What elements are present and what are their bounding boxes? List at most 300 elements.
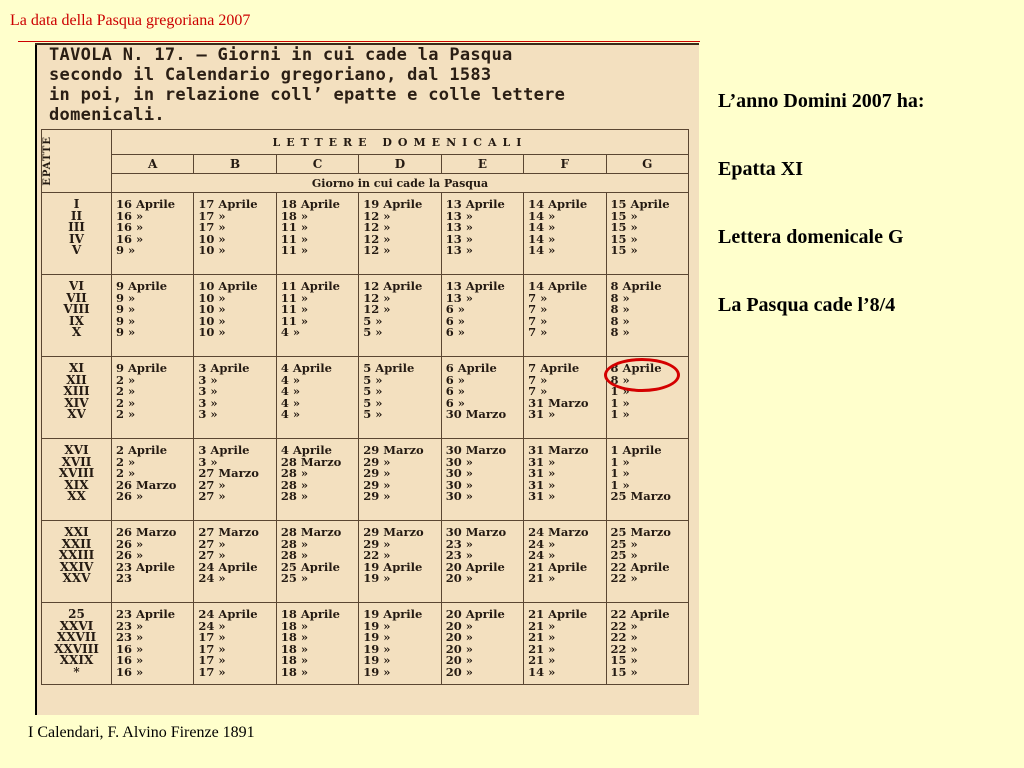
epatte-block-row xyxy=(42,275,689,357)
easter-date: 25 Aprile xyxy=(280,561,340,574)
easter-date: 24 » xyxy=(528,550,556,562)
easter-date: 23 » xyxy=(116,632,144,644)
easter-date: 26 » xyxy=(116,491,144,503)
easter-date: 13 Aprile xyxy=(445,199,505,211)
easter-date: 30 » xyxy=(445,468,473,480)
epatta-value: XII xyxy=(66,372,87,387)
easter-date: 10 » xyxy=(198,304,226,316)
easter-date: 25 » xyxy=(610,550,638,562)
letter-header: B xyxy=(194,155,276,174)
easter-date: 12 » xyxy=(363,233,391,246)
easter-date: 30 » xyxy=(445,491,473,503)
title-underline xyxy=(18,41,700,42)
easter-date-cell xyxy=(441,603,523,685)
easter-date: 10 » xyxy=(198,292,226,305)
easter-date: 13 Aprile xyxy=(445,281,505,293)
easter-date: 24 » xyxy=(198,620,226,633)
easter-date: 6 » xyxy=(445,386,465,398)
epatta-value: XIII xyxy=(63,384,90,399)
easter-date: 16 » xyxy=(116,655,144,667)
easter-date: 5 » xyxy=(363,397,383,410)
easter-date: 8 » xyxy=(610,292,630,305)
easter-date: 9 Aprile xyxy=(116,363,168,375)
easter-date: 8 Aprile xyxy=(610,281,662,293)
easter-date: 2 » xyxy=(116,397,136,410)
easter-date: 23 xyxy=(116,573,133,585)
easter-date-cell xyxy=(112,357,194,439)
easter-date: 13 » xyxy=(445,233,473,246)
easter-date: 2 » xyxy=(116,374,136,387)
easter-date: 10 » xyxy=(198,233,226,246)
easter-date: 29 » xyxy=(363,456,391,469)
easter-date: 7 » xyxy=(528,386,548,398)
epatte-cell xyxy=(42,357,112,439)
easter-date: 31 » xyxy=(528,456,556,469)
epatta-value: IV xyxy=(69,231,84,246)
easter-date: 31 » xyxy=(528,491,556,503)
easter-date: 15 » xyxy=(610,233,638,246)
easter-date: 14 Aprile xyxy=(528,281,588,293)
easter-date: 30 » xyxy=(445,456,473,469)
easter-date: 17 » xyxy=(198,666,226,679)
easter-date: 8 Aprile xyxy=(610,363,662,375)
easter-date: 2 » xyxy=(116,409,136,421)
letter-header: E xyxy=(441,155,523,174)
easter-date-cell xyxy=(112,521,194,603)
easter-date: 27 Marzo xyxy=(198,527,259,539)
letter-header: G xyxy=(606,155,688,174)
easter-date: 7 » xyxy=(528,374,548,387)
epatte-label: EPATTE xyxy=(42,136,53,186)
giorno-header: Giorno in cui cade la Pasqua xyxy=(112,174,689,193)
epatta-value: XVII xyxy=(61,454,92,469)
easter-date-cell xyxy=(441,521,523,603)
easter-date: 19 » xyxy=(363,620,391,633)
easter-date-cell xyxy=(194,193,276,275)
easter-date: 18 » xyxy=(280,643,309,656)
easter-date: 22 » xyxy=(610,573,638,585)
epatta-value: XVI xyxy=(64,443,89,457)
easter-date: 29 Marzo xyxy=(363,527,424,539)
easter-date: 31 » xyxy=(528,479,556,492)
easter-date-cell xyxy=(359,439,441,521)
epatta-value: XXIX xyxy=(59,653,94,668)
easter-date: 19 Aprile xyxy=(363,199,423,211)
easter-date: 18 Aprile xyxy=(280,199,340,211)
easter-date: 9 » xyxy=(116,327,136,339)
easter-table xyxy=(41,129,689,715)
easter-date: 8 » xyxy=(610,315,630,328)
easter-date: 5 » xyxy=(363,386,383,398)
epatta-value: XXVII xyxy=(56,630,97,645)
easter-date: 21 Aprile xyxy=(528,609,588,621)
epatte-header xyxy=(42,130,112,193)
easter-date-cell xyxy=(194,357,276,439)
easter-date-cell xyxy=(606,521,688,603)
easter-date: 23 » xyxy=(445,538,473,551)
easter-date: 16 » xyxy=(116,233,144,246)
easter-date: 18 » xyxy=(280,210,309,223)
easter-date: 21 » xyxy=(528,573,556,585)
epatta-value: XIX xyxy=(64,477,89,492)
easter-date: 17 » xyxy=(198,643,226,656)
easter-date: 20 » xyxy=(445,655,473,667)
easter-date-cell xyxy=(441,193,523,275)
easter-date: 18 Aprile xyxy=(280,609,340,621)
easter-date: 26 » xyxy=(116,550,144,562)
easter-date: 22 » xyxy=(610,620,638,633)
easter-date: 18 » xyxy=(280,632,309,644)
epatta-value: XIV xyxy=(64,395,89,410)
easter-date-cell xyxy=(441,357,523,439)
easter-date: 12 » xyxy=(363,304,391,316)
easter-date: 23 » xyxy=(116,620,144,633)
easter-date-cell xyxy=(359,193,441,275)
epatte-cell xyxy=(42,275,112,357)
easter-date: 1 » xyxy=(610,397,630,410)
info-line-epatta: Epatta XI xyxy=(718,158,804,180)
easter-date: 16 » xyxy=(116,222,144,234)
source-caption: I Calendari, F. Alvino Firenze 1891 xyxy=(28,724,255,741)
easter-date: 5 » xyxy=(363,409,383,421)
easter-date-cell xyxy=(194,439,276,521)
easter-date-cell xyxy=(276,439,358,521)
easter-date: 21 » xyxy=(528,643,556,656)
easter-date: 22 » xyxy=(610,643,638,656)
easter-date: 3 » xyxy=(198,386,218,398)
easter-date: 3 » xyxy=(198,397,218,410)
easter-date: 15 » xyxy=(610,245,638,257)
easter-date: 11 » xyxy=(280,222,309,234)
easter-date: 24 » xyxy=(198,573,226,585)
easter-date-cell xyxy=(524,193,606,275)
epatta-value: XX xyxy=(67,489,86,504)
easter-date-cell xyxy=(276,357,358,439)
easter-date-cell xyxy=(276,193,358,275)
epatta-value: VIII xyxy=(63,302,90,317)
epatta-value: II xyxy=(70,208,83,223)
easter-date: 3 Aprile xyxy=(198,445,250,457)
easter-date: 8 » xyxy=(610,327,630,339)
epatta-value: XXVI xyxy=(59,618,94,633)
epatta-value: XXI xyxy=(64,525,89,539)
easter-date: 5 » xyxy=(363,327,383,339)
easter-date-cell xyxy=(359,603,441,685)
easter-date: 20 Aprile xyxy=(445,561,505,574)
easter-date: 9 Aprile xyxy=(116,281,168,293)
epatta-value: XXII xyxy=(61,536,92,551)
easter-date: 2 Aprile xyxy=(116,445,168,457)
epatta-value: III xyxy=(68,220,85,235)
easter-date-cell xyxy=(359,521,441,603)
easter-date: 28 » xyxy=(280,538,309,551)
easter-date: 27 » xyxy=(198,550,226,562)
easter-date: 14 » xyxy=(528,233,556,246)
easter-date: 4 » xyxy=(280,397,301,410)
easter-date: 3 Aprile xyxy=(198,363,250,375)
easter-date-cell xyxy=(276,275,358,357)
easter-date: 20 » xyxy=(445,643,473,656)
easter-date-cell xyxy=(194,521,276,603)
easter-date: 29 » xyxy=(363,468,391,480)
easter-date: 13 » xyxy=(445,245,473,257)
easter-date-cell xyxy=(441,439,523,521)
epatta-value: XXVIII xyxy=(54,641,99,656)
easter-date: 28 » xyxy=(280,491,309,503)
easter-date: 3 » xyxy=(198,409,218,421)
easter-date: 9 » xyxy=(116,304,136,316)
easter-date: 31 Marzo xyxy=(528,445,589,457)
lettere-domenicali-header: LETTERE DOMENICALI xyxy=(112,130,689,155)
epatta-value: * xyxy=(73,664,80,679)
easter-date: 16 » xyxy=(116,210,144,223)
easter-date: 15 » xyxy=(610,666,638,679)
easter-date: 4 Aprile xyxy=(280,445,332,457)
easter-date: 27 Marzo xyxy=(198,468,259,480)
easter-date: 3 » xyxy=(198,374,218,387)
easter-date: 10 » xyxy=(198,245,226,257)
epatte-block-row xyxy=(42,357,689,439)
easter-date: 22 » xyxy=(363,550,391,562)
easter-date: 25 » xyxy=(280,573,309,585)
epatte-block-row xyxy=(42,439,689,521)
easter-date: 11 » xyxy=(280,245,309,257)
easter-date: 22 Aprile xyxy=(610,561,670,574)
easter-date: 14 » xyxy=(528,245,556,257)
easter-date: 4 » xyxy=(280,409,301,421)
easter-date: 26 Marzo xyxy=(116,479,177,492)
easter-date: 21 Aprile xyxy=(528,561,588,574)
easter-date: 17 Aprile xyxy=(198,199,258,211)
easter-date: 31 Marzo xyxy=(528,397,589,410)
easter-date: 10 » xyxy=(198,327,226,339)
easter-date-cell xyxy=(524,603,606,685)
easter-date: 29 » xyxy=(363,491,391,503)
slide-title: La data della Pasqua gregoriana 2007 xyxy=(10,12,251,29)
easter-date: 19 » xyxy=(363,643,391,656)
scanned-table-image xyxy=(35,43,699,715)
epatte-cell xyxy=(42,193,112,275)
easter-date: 30 » xyxy=(445,479,473,492)
easter-date: 17 » xyxy=(198,222,226,234)
easter-date: 9 » xyxy=(116,292,136,305)
epatta-value: XV xyxy=(67,407,86,422)
easter-date: 6 » xyxy=(445,315,465,328)
easter-date: 15 » xyxy=(610,655,638,667)
easter-date: 19 » xyxy=(363,666,391,679)
epatta-value: XXV xyxy=(62,571,91,586)
epatta-value: XVIII xyxy=(58,466,95,481)
easter-date: 12 » xyxy=(363,222,391,234)
easter-date: 24 Aprile xyxy=(198,609,258,621)
easter-date: 30 Marzo xyxy=(445,527,507,539)
easter-date: 1 » xyxy=(610,409,630,421)
letter-header: F xyxy=(524,155,606,174)
easter-date: 8 » xyxy=(610,304,630,316)
easter-date: 1 Aprile xyxy=(610,445,662,457)
easter-date: 14 » xyxy=(528,222,556,234)
highlight-circle xyxy=(604,358,680,392)
easter-date: 19 » xyxy=(363,655,391,667)
letter-header: D xyxy=(359,155,441,174)
easter-date: 25 Marzo xyxy=(610,527,671,539)
epatta-value: 25 xyxy=(68,607,85,621)
easter-date: 1 » xyxy=(610,479,630,492)
easter-date: 28 » xyxy=(280,479,309,492)
easter-date: 13 » xyxy=(445,292,473,305)
easter-date: 11 Aprile xyxy=(280,281,340,293)
epatta-value: XXIV xyxy=(59,559,94,574)
easter-date: 11 » xyxy=(280,233,309,246)
easter-date: 16 Aprile xyxy=(116,199,176,211)
easter-date: 8 » xyxy=(610,374,630,387)
easter-date: 12 » xyxy=(363,245,391,257)
easter-date: 6 » xyxy=(445,327,465,339)
epatta-value: X xyxy=(71,325,82,340)
easter-date: 11 » xyxy=(280,292,309,305)
easter-date: 22 » xyxy=(610,632,638,644)
easter-date: 20 » xyxy=(445,573,473,585)
easter-date: 5 » xyxy=(363,315,383,328)
easter-date-cell xyxy=(276,521,358,603)
table-heading xyxy=(49,45,565,125)
easter-date-cell xyxy=(112,439,194,521)
easter-date: 17 » xyxy=(198,632,226,644)
easter-date: 26 Marzo xyxy=(116,527,177,539)
epatta-value: XXIII xyxy=(58,548,95,563)
easter-date: 28 Marzo xyxy=(280,456,342,469)
easter-date: 6 Aprile xyxy=(445,363,497,375)
table-heading-line: domenicali. xyxy=(49,105,165,125)
easter-date: 19 » xyxy=(363,573,391,585)
easter-date: 20 » xyxy=(445,632,473,644)
info-panel xyxy=(718,90,925,362)
easter-date: 21 » xyxy=(528,655,556,667)
easter-date: 29 » xyxy=(363,479,391,492)
easter-date: 12 » xyxy=(363,292,391,305)
easter-date-cell xyxy=(606,603,688,685)
easter-date: 28 » xyxy=(280,550,309,562)
easter-date-cell xyxy=(194,275,276,357)
easter-date: 24 Marzo xyxy=(528,527,589,539)
easter-date: 19 Aprile xyxy=(363,609,423,621)
table-heading-line: secondo il Calendario gregoriano, dal 1583 xyxy=(49,65,492,85)
epatte-block-row xyxy=(42,521,689,603)
easter-date: 15 » xyxy=(610,222,638,234)
easter-date: 21 » xyxy=(528,620,556,633)
epatta-value: V xyxy=(71,243,82,258)
easter-date: 25 » xyxy=(610,538,638,551)
easter-date: 23 » xyxy=(445,550,473,562)
easter-date-cell xyxy=(524,439,606,521)
easter-date: 24 » xyxy=(528,538,556,551)
easter-date: 23 Aprile xyxy=(116,609,176,621)
easter-date: 13 » xyxy=(445,210,473,223)
easter-date: 19 Aprile xyxy=(363,561,423,574)
easter-date: 2 » xyxy=(116,456,136,469)
easter-date: 14 Aprile xyxy=(528,199,588,211)
easter-date: 5 » xyxy=(363,374,383,387)
easter-date: 2 » xyxy=(116,468,136,480)
easter-date: 14 » xyxy=(528,210,556,223)
easter-date: 6 » xyxy=(445,374,465,387)
epatta-value: I xyxy=(73,197,80,211)
easter-date: 11 » xyxy=(280,315,309,328)
table-heading-line: TAVOLA N. 17. — Giorni in cui cade la Pasqua xyxy=(49,45,513,65)
easter-date: 3 » xyxy=(198,456,218,469)
easter-date: 18 » xyxy=(280,655,309,667)
easter-date: 29 Marzo xyxy=(363,445,424,457)
epatte-cell xyxy=(42,603,112,685)
easter-date-cell xyxy=(112,193,194,275)
easter-date-cell xyxy=(606,193,688,275)
easter-date: 2 » xyxy=(116,386,136,398)
easter-date: 31 » xyxy=(528,409,556,421)
info-line-year: L’anno Domini 2007 ha: xyxy=(718,90,925,112)
easter-date: 7 » xyxy=(528,292,548,305)
letter-header: A xyxy=(112,155,194,174)
easter-date: 14 » xyxy=(528,666,556,679)
easter-date: 28 » xyxy=(280,468,309,480)
easter-date-cell xyxy=(276,603,358,685)
easter-date: 10 » xyxy=(198,315,226,328)
easter-date: 15 Aprile xyxy=(610,199,670,211)
easter-date-cell xyxy=(112,275,194,357)
scan-edge xyxy=(35,45,37,715)
easter-date: 13 » xyxy=(445,222,473,234)
table-heading-line: in poi, in relazione coll’ epatte e colle lettere xyxy=(49,85,566,105)
info-line-lettera: Lettera domenicale G xyxy=(718,226,904,248)
easter-date: 18 » xyxy=(280,620,309,633)
epatte-block-row xyxy=(42,193,689,275)
easter-date: 27 » xyxy=(198,479,226,492)
easter-date: 16 » xyxy=(116,643,144,656)
easter-date: 28 Marzo xyxy=(280,527,342,539)
easter-date: 5 Aprile xyxy=(363,363,415,375)
epatta-value: VI xyxy=(69,279,84,293)
easter-date-cell xyxy=(112,603,194,685)
easter-date: 18 » xyxy=(280,666,309,679)
letter-header: C xyxy=(276,155,358,174)
easter-date: 1 » xyxy=(610,386,630,398)
easter-date: 9 » xyxy=(116,245,136,257)
easter-date: 19 » xyxy=(363,632,391,644)
easter-date: 30 Marzo xyxy=(445,409,507,421)
easter-date-cell xyxy=(194,603,276,685)
easter-date: 17 » xyxy=(198,210,226,223)
easter-date: 12 Aprile xyxy=(363,281,423,293)
epatte-cell xyxy=(42,439,112,521)
epatta-value: VII xyxy=(66,290,87,305)
easter-date-cell xyxy=(606,439,688,521)
easter-date: 22 Aprile xyxy=(610,609,670,621)
easter-date: 10 Aprile xyxy=(198,281,258,293)
easter-date: 11 » xyxy=(280,304,309,316)
easter-date-cell xyxy=(441,275,523,357)
easter-date: 4 » xyxy=(280,386,301,398)
easter-date: 7 » xyxy=(528,327,548,339)
easter-date: 6 » xyxy=(445,397,465,410)
easter-date: 23 Aprile xyxy=(116,561,176,574)
easter-date: 6 » xyxy=(445,304,465,316)
easter-date: 17 » xyxy=(198,655,226,667)
easter-date: 26 » xyxy=(116,538,144,551)
easter-date: 25 Marzo xyxy=(610,491,671,503)
easter-date: 4 » xyxy=(280,374,301,387)
easter-date: 7 » xyxy=(528,315,548,328)
epatte-cell xyxy=(42,521,112,603)
easter-date: 24 Aprile xyxy=(198,561,258,574)
